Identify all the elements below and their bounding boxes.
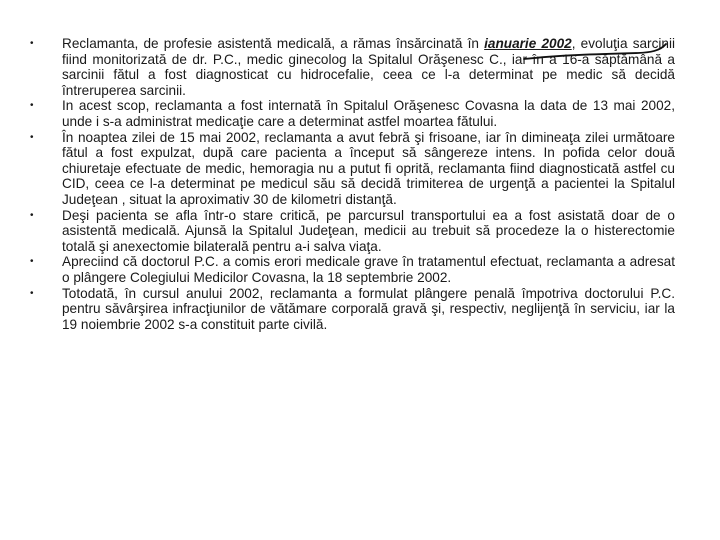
- bullet-item-4: [30, 208, 675, 255]
- paragraph-3-text: În noaptea zilei de 15 mai 2002, reclamanta a avut febră şi frisoane, iar în dimineaţa zilei următoare fătul a fost expulzat, după care pacienta a început să sângereze intens. In pofida celor două chiuretaje efectuate de medic, hemoragia nu a putut fi oprită, reclamanta fiind diagnosticată astfel cu CID, ceea ce l-a determinat pe medicul său să decidă trimiterea de urgenţă a pacientei la Spitalul Judeţean , situat la aproximativ 30 de kilometri distanţă.: [62, 129, 675, 207]
- paragraph-5-text: Apreciind că doctorul P.C. a comis erori medicale grave în tratamentul efectuat, reclamanta a adresat o plângere Colegiului Medicilor Covasna, la 18 septembrie 2002.: [62, 254, 675, 285]
- bullet-icon: •: [30, 256, 34, 268]
- bullet-icon: •: [30, 209, 34, 221]
- bullet-icon: •: [30, 38, 34, 49]
- paragraph-4-text: Deşi pacienta se afla într-o stare critică, pe parcursul transportului ea a fost asistată doar de o asistentă medicală. Ajunsă la Spitalul Judeţean, medicii au trebuit să procedeze la o histerectomie totală şi anexectomie bilaterală pentru a-i salva viaţa.: [62, 207, 675, 254]
- bullet-item-3: [30, 130, 675, 208]
- bullet-icon: •: [30, 100, 34, 112]
- paragraph-1-text-start: Reclamanta, de profesie asistentă medicală, a rămas însărcinată în: [62, 36, 485, 51]
- paragraph-6-text: Totodată, în cursul anului 2002, reclamanta a formulat plângere penală împotriva doctorului P.C. pentru săvârşirea infracţiunilor de vătămare corporală gravă şi, respectiv, neglijenţă în serviciu, iar la 19 noiembrie 2002 s-a constituit parte civilă.: [62, 285, 675, 332]
- bullet-icon: •: [30, 131, 34, 143]
- bullet-item-6: [30, 286, 675, 333]
- bullet-item-1: [30, 36, 675, 98]
- paragraph-2-text: In acest scop, reclamanta a fost internată în Spitalul Orăşenesc Covasna la data de 13 mai 2002, unde i s-a administrat medicaţie care a determinat astfel moartea fătului.: [62, 98, 675, 129]
- bullet-list: [30, 36, 675, 332]
- paragraph-1-text-end: , evoluţia sarcinii fiind monitorizată de dr. P.C., medic ginecolog la Spitalul Orăşenesc C., iar în a 16-a săptămână a sarcinii fătul a fost diagnosticat cu hidrocefalie, ceea ce l-a determinat pe medic să decidă întreruperea sarcinii.: [62, 36, 675, 98]
- paragraph-1-emphasis: ianuarie 2002: [484, 36, 572, 51]
- bullet-icon: •: [30, 287, 34, 299]
- bullet-item-2: [30, 98, 675, 129]
- bullet-item-5: [30, 254, 675, 285]
